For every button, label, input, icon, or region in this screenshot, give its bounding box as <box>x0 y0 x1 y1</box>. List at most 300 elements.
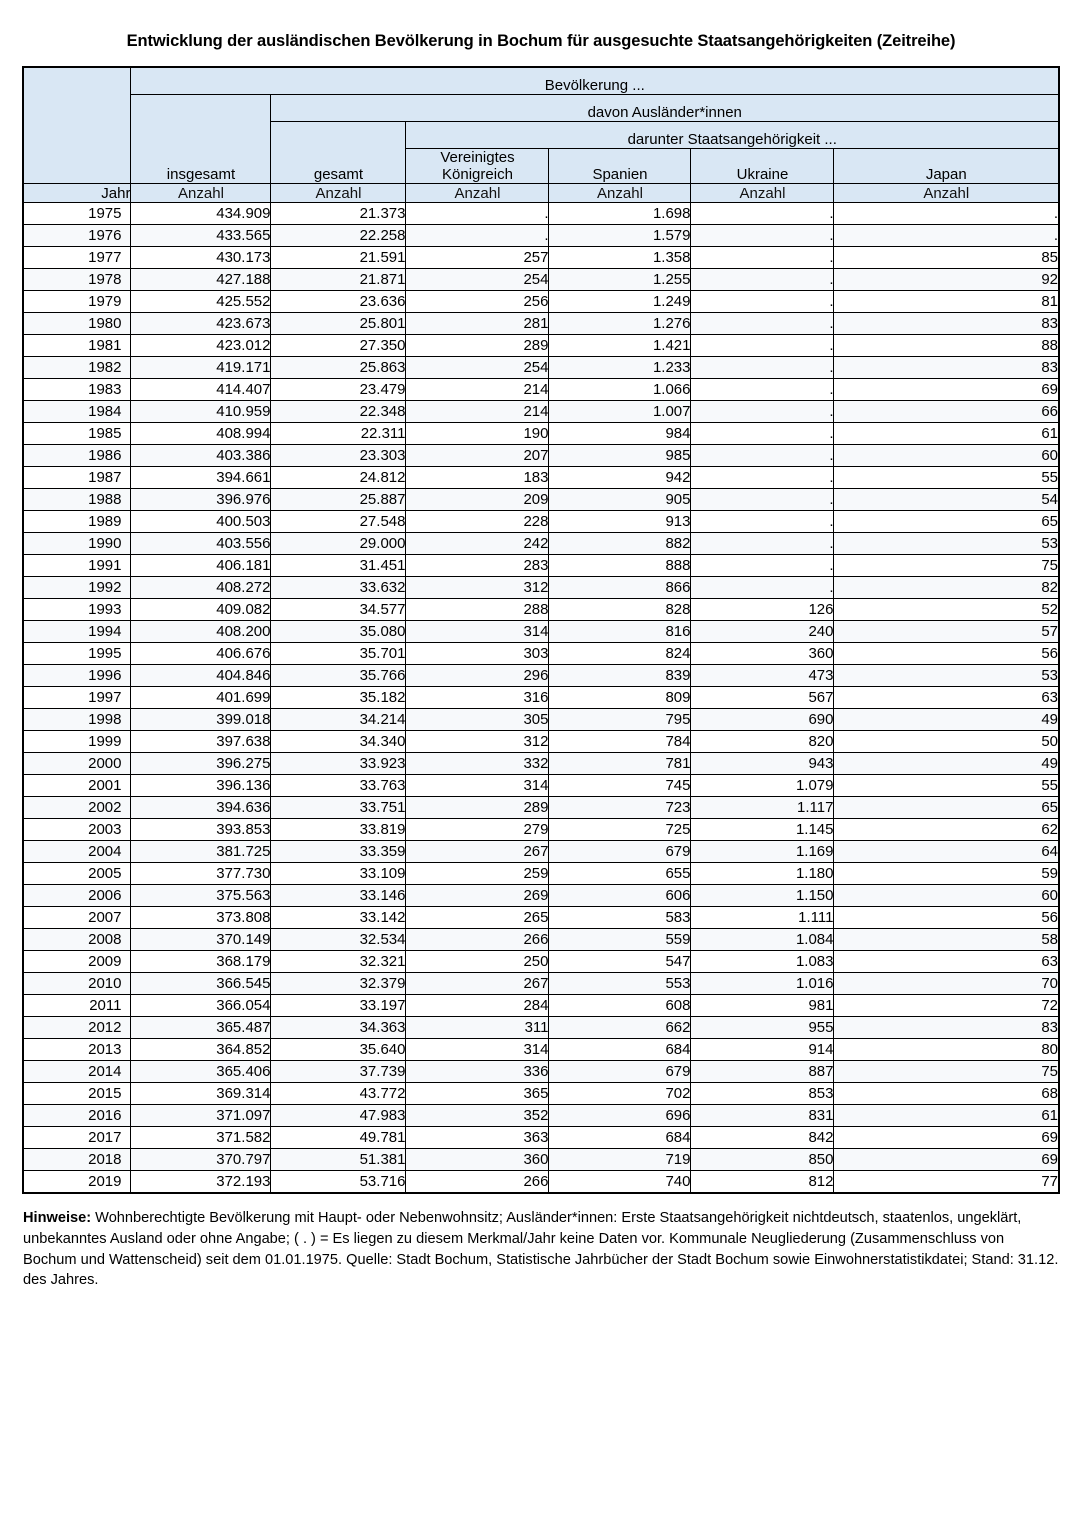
cell-japan: 54 <box>834 489 1059 511</box>
cell-ukraine: 1.145 <box>691 819 834 841</box>
cell-auslaender: 34.214 <box>271 709 406 731</box>
cell-uk: 214 <box>406 401 549 423</box>
header-row-band-foreigners <box>23 94 1059 121</box>
cell-year: 2015 <box>23 1083 131 1105</box>
cell-japan: . <box>834 203 1059 225</box>
cell-japan: 59 <box>834 863 1059 885</box>
cell-ukraine: . <box>691 511 834 533</box>
cell-uk: 269 <box>406 885 549 907</box>
header-row-units <box>23 184 1059 203</box>
cell-insgesamt: 396.136 <box>131 775 271 797</box>
cell-auslaender: 32.379 <box>271 973 406 995</box>
table-row <box>23 841 1059 863</box>
cell-insgesamt: 373.808 <box>131 907 271 929</box>
cell-spanien: 866 <box>549 577 691 599</box>
cell-auslaender: 32.534 <box>271 929 406 951</box>
cell-uk: 214 <box>406 379 549 401</box>
band-davon-auslaender: davon Ausländer*innen <box>271 94 1059 121</box>
cell-ukraine: 955 <box>691 1017 834 1039</box>
table-row <box>23 357 1059 379</box>
col-header-jahr: Jahr <box>23 184 131 203</box>
cell-japan: 92 <box>834 269 1059 291</box>
cell-insgesamt: 371.582 <box>131 1127 271 1149</box>
cell-year: 1997 <box>23 687 131 709</box>
table-row <box>23 203 1059 225</box>
cell-year: 1995 <box>23 643 131 665</box>
cell-spanien: 696 <box>549 1105 691 1127</box>
col-header-gesamt: gesamt <box>313 166 364 184</box>
cell-ukraine: 1.079 <box>691 775 834 797</box>
cell-auslaender: 34.340 <box>271 731 406 753</box>
cell-ukraine: 887 <box>691 1061 834 1083</box>
cell-japan: 56 <box>834 643 1059 665</box>
cell-ukraine: . <box>691 291 834 313</box>
cell-japan: 53 <box>834 665 1059 687</box>
cell-auslaender: 22.258 <box>271 225 406 247</box>
cell-uk: 266 <box>406 929 549 951</box>
cell-uk: 254 <box>406 269 549 291</box>
cell-spanien: 1.421 <box>549 335 691 357</box>
cell-auslaender: 27.548 <box>271 511 406 533</box>
cell-insgesamt: 408.272 <box>131 577 271 599</box>
cell-auslaender: 21.591 <box>271 247 406 269</box>
cell-japan: 60 <box>834 445 1059 467</box>
cell-japan: . <box>834 225 1059 247</box>
table-row <box>23 511 1059 533</box>
table-row <box>23 401 1059 423</box>
cell-year: 1985 <box>23 423 131 445</box>
cell-ukraine: 981 <box>691 995 834 1017</box>
cell-insgesamt: 423.012 <box>131 335 271 357</box>
table-row <box>23 291 1059 313</box>
cell-insgesamt: 381.725 <box>131 841 271 863</box>
cell-uk: 250 <box>406 951 549 973</box>
cell-insgesamt: 419.171 <box>131 357 271 379</box>
cell-spanien: 824 <box>549 643 691 665</box>
cell-japan: 61 <box>834 423 1059 445</box>
cell-year: 2017 <box>23 1127 131 1149</box>
cell-insgesamt: 427.188 <box>131 269 271 291</box>
cell-spanien: 781 <box>549 753 691 775</box>
cell-ukraine: 812 <box>691 1171 834 1194</box>
header-row-band-population <box>23 67 1059 95</box>
cell-auslaender: 33.197 <box>271 995 406 1017</box>
cell-ukraine: 1.016 <box>691 973 834 995</box>
cell-ukraine: 126 <box>691 599 834 621</box>
cell-year: 1981 <box>23 335 131 357</box>
cell-japan: 49 <box>834 753 1059 775</box>
cell-auslaender: 33.632 <box>271 577 406 599</box>
cell-year: 1977 <box>23 247 131 269</box>
col-header-insgesamt: insgesamt <box>166 166 236 184</box>
cell-japan: 60 <box>834 885 1059 907</box>
cell-auslaender: 21.871 <box>271 269 406 291</box>
cell-insgesamt: 399.018 <box>131 709 271 731</box>
cell-japan: 69 <box>834 1127 1059 1149</box>
cell-uk: 363 <box>406 1127 549 1149</box>
unit-gesamt: Anzahl <box>271 184 406 203</box>
cell-auslaender: 43.772 <box>271 1083 406 1105</box>
cell-year: 2008 <box>23 929 131 951</box>
cell-auslaender: 34.577 <box>271 599 406 621</box>
cell-japan: 58 <box>834 929 1059 951</box>
cell-year: 2002 <box>23 797 131 819</box>
table-row <box>23 1149 1059 1171</box>
notes-label: Hinweise: <box>23 1210 92 1227</box>
unit-uk: Anzahl <box>406 184 549 203</box>
cell-spanien: 1.698 <box>549 203 691 225</box>
cell-uk: 259 <box>406 863 549 885</box>
cell-auslaender: 35.640 <box>271 1039 406 1061</box>
cell-uk: 265 <box>406 907 549 929</box>
col-header-vereinigtes-koenigreich <box>406 148 549 184</box>
cell-spanien: 723 <box>549 797 691 819</box>
table-row <box>23 665 1059 687</box>
cell-spanien: 985 <box>549 445 691 467</box>
cell-insgesamt: 368.179 <box>131 951 271 973</box>
cell-insgesamt: 369.314 <box>131 1083 271 1105</box>
cell-japan: 61 <box>834 1105 1059 1127</box>
cell-insgesamt: 408.994 <box>131 423 271 445</box>
stub-corner-cell <box>23 67 131 184</box>
cell-insgesamt: 401.699 <box>131 687 271 709</box>
cell-ukraine: . <box>691 445 834 467</box>
cell-uk: . <box>406 203 549 225</box>
cell-ukraine: 914 <box>691 1039 834 1061</box>
cell-insgesamt: 394.636 <box>131 797 271 819</box>
cell-ukraine: 360 <box>691 643 834 665</box>
cell-uk: 279 <box>406 819 549 841</box>
cell-ukraine: 850 <box>691 1149 834 1171</box>
unit-japan: Anzahl <box>834 184 1059 203</box>
cell-spanien: 745 <box>549 775 691 797</box>
table-row <box>23 731 1059 753</box>
cell-ukraine: 1.169 <box>691 841 834 863</box>
cell-year: 1975 <box>23 203 131 225</box>
cell-uk: 312 <box>406 731 549 753</box>
cell-insgesamt: 409.082 <box>131 599 271 621</box>
table-row <box>23 951 1059 973</box>
cell-insgesamt: 430.173 <box>131 247 271 269</box>
cell-uk: 352 <box>406 1105 549 1127</box>
cell-spanien: 1.579 <box>549 225 691 247</box>
cell-ukraine: 1.083 <box>691 951 834 973</box>
band-bevoelkerung: Bevölkerung ... <box>131 67 1059 95</box>
cell-uk: 242 <box>406 533 549 555</box>
cell-japan: 63 <box>834 687 1059 709</box>
cell-uk: 267 <box>406 841 549 863</box>
cell-ukraine: . <box>691 555 834 577</box>
cell-spanien: 719 <box>549 1149 691 1171</box>
cell-auslaender: 37.739 <box>271 1061 406 1083</box>
table-row <box>23 1171 1059 1194</box>
cell-japan: 85 <box>834 247 1059 269</box>
col-header-japan: Japan <box>834 148 1059 184</box>
cell-year: 1999 <box>23 731 131 753</box>
table-row <box>23 313 1059 335</box>
cell-year: 1978 <box>23 269 131 291</box>
cell-uk: 312 <box>406 577 549 599</box>
cell-japan: 68 <box>834 1083 1059 1105</box>
cell-uk: 365 <box>406 1083 549 1105</box>
table-row <box>23 335 1059 357</box>
table-row <box>23 929 1059 951</box>
cell-auslaender: 35.766 <box>271 665 406 687</box>
cell-ukraine: . <box>691 313 834 335</box>
cell-year: 1986 <box>23 445 131 467</box>
cell-ukraine: 1.180 <box>691 863 834 885</box>
cell-ukraine: 690 <box>691 709 834 731</box>
cell-ukraine: . <box>691 269 834 291</box>
cell-uk: 332 <box>406 753 549 775</box>
cell-japan: 69 <box>834 379 1059 401</box>
table-row <box>23 379 1059 401</box>
table-row <box>23 1083 1059 1105</box>
cell-year: 2005 <box>23 863 131 885</box>
table-row <box>23 819 1059 841</box>
cell-spanien: 1.276 <box>549 313 691 335</box>
cell-year: 1996 <box>23 665 131 687</box>
cell-insgesamt: 425.552 <box>131 291 271 313</box>
cell-japan: 69 <box>834 1149 1059 1171</box>
cell-auslaender: 31.451 <box>271 555 406 577</box>
cell-spanien: 679 <box>549 1061 691 1083</box>
cell-ukraine: 473 <box>691 665 834 687</box>
cell-insgesamt: 404.846 <box>131 665 271 687</box>
cell-insgesamt: 403.386 <box>131 445 271 467</box>
col-header-gesamt-wrap <box>271 121 406 184</box>
cell-japan: 81 <box>834 291 1059 313</box>
cell-ukraine: 943 <box>691 753 834 775</box>
cell-year: 2007 <box>23 907 131 929</box>
cell-ukraine: . <box>691 489 834 511</box>
cell-spanien: 1.249 <box>549 291 691 313</box>
cell-auslaender: 33.751 <box>271 797 406 819</box>
cell-insgesamt: 408.200 <box>131 621 271 643</box>
cell-year: 2010 <box>23 973 131 995</box>
cell-ukraine: 1.117 <box>691 797 834 819</box>
cell-spanien: 655 <box>549 863 691 885</box>
cell-spanien: 809 <box>549 687 691 709</box>
cell-japan: 70 <box>834 973 1059 995</box>
col-header-uk-line2: Königreich <box>442 166 513 184</box>
cell-uk: 303 <box>406 643 549 665</box>
cell-insgesamt: 372.193 <box>131 1171 271 1194</box>
cell-spanien: 608 <box>549 995 691 1017</box>
cell-uk: 305 <box>406 709 549 731</box>
cell-insgesamt: 371.097 <box>131 1105 271 1127</box>
cell-spanien: 942 <box>549 467 691 489</box>
cell-spanien: 795 <box>549 709 691 731</box>
cell-auslaender: 47.983 <box>271 1105 406 1127</box>
cell-spanien: 1.066 <box>549 379 691 401</box>
cell-insgesamt: 370.149 <box>131 929 271 951</box>
table-row <box>23 775 1059 797</box>
cell-auslaender: 27.350 <box>271 335 406 357</box>
table-row <box>23 907 1059 929</box>
cell-insgesamt: 423.673 <box>131 313 271 335</box>
cell-auslaender: 33.109 <box>271 863 406 885</box>
table-row <box>23 533 1059 555</box>
cell-japan: 62 <box>834 819 1059 841</box>
col-header-ukraine: Ukraine <box>691 148 834 184</box>
cell-spanien: 1.233 <box>549 357 691 379</box>
table-row <box>23 643 1059 665</box>
cell-year: 1990 <box>23 533 131 555</box>
cell-insgesamt: 375.563 <box>131 885 271 907</box>
cell-uk: 254 <box>406 357 549 379</box>
unit-spanien: Anzahl <box>549 184 691 203</box>
cell-ukraine: 831 <box>691 1105 834 1127</box>
cell-insgesamt: 365.406 <box>131 1061 271 1083</box>
col-header-insgesamt-wrap <box>131 94 271 184</box>
cell-insgesamt: 400.503 <box>131 511 271 533</box>
cell-year: 2001 <box>23 775 131 797</box>
notes-text: Wohnberechtigte Bevölkerung mit Haupt- oder Nebenwohnsitz; Ausländer*innen: Erste Staatsangehörigkeit nichtdeutsch, staatenlos, ungeklärt, unbekanntes Ausland oder ohne Angabe; ( . ) = Es liegen zu diesem Merkmal/Jahr keine Daten vor. Kommunale Neugliederung (Zusammenschluss von Bochum und Wattenscheid) seit dem 01.01.1975. Quelle: Stadt Bochum, Statistische Jahrbücher der Stadt Bochum sowie Einwohnerstatistikdatei; Stand: 31.12. des Jahres. <box>23 1210 1059 1289</box>
cell-japan: 55 <box>834 467 1059 489</box>
cell-japan: 50 <box>834 731 1059 753</box>
cell-auslaender: 33.146 <box>271 885 406 907</box>
cell-spanien: 905 <box>549 489 691 511</box>
table-row <box>23 445 1059 467</box>
cell-japan: 77 <box>834 1171 1059 1194</box>
cell-uk: 289 <box>406 797 549 819</box>
cell-auslaender: 23.636 <box>271 291 406 313</box>
cell-spanien: 913 <box>549 511 691 533</box>
cell-year: 2011 <box>23 995 131 1017</box>
cell-ukraine: 820 <box>691 731 834 753</box>
table-row <box>23 973 1059 995</box>
table-row <box>23 1105 1059 1127</box>
cell-japan: 82 <box>834 577 1059 599</box>
table-row <box>23 1061 1059 1083</box>
cell-year: 1987 <box>23 467 131 489</box>
cell-uk: 284 <box>406 995 549 1017</box>
cell-ukraine: . <box>691 247 834 269</box>
cell-uk: 289 <box>406 335 549 357</box>
cell-japan: 83 <box>834 313 1059 335</box>
cell-insgesamt: 396.275 <box>131 753 271 775</box>
cell-japan: 80 <box>834 1039 1059 1061</box>
cell-auslaender: 33.819 <box>271 819 406 841</box>
unit-ukraine: Anzahl <box>691 184 834 203</box>
table-body <box>23 203 1059 1194</box>
col-header-spanien: Spanien <box>549 148 691 184</box>
cell-spanien: 1.255 <box>549 269 691 291</box>
cell-insgesamt: 434.909 <box>131 203 271 225</box>
cell-auslaender: 24.812 <box>271 467 406 489</box>
cell-insgesamt: 366.545 <box>131 973 271 995</box>
cell-spanien: 662 <box>549 1017 691 1039</box>
cell-insgesamt: 406.181 <box>131 555 271 577</box>
cell-uk: 183 <box>406 467 549 489</box>
cell-uk: 283 <box>406 555 549 577</box>
cell-year: 2013 <box>23 1039 131 1061</box>
cell-ukraine: . <box>691 203 834 225</box>
cell-uk: 256 <box>406 291 549 313</box>
cell-ukraine: . <box>691 533 834 555</box>
cell-year: 1998 <box>23 709 131 731</box>
cell-spanien: 547 <box>549 951 691 973</box>
table-row <box>23 709 1059 731</box>
cell-year: 1988 <box>23 489 131 511</box>
cell-insgesamt: 377.730 <box>131 863 271 885</box>
cell-auslaender: 34.363 <box>271 1017 406 1039</box>
cell-ukraine: . <box>691 335 834 357</box>
cell-insgesamt: 396.976 <box>131 489 271 511</box>
cell-ukraine: 1.111 <box>691 907 834 929</box>
cell-japan: 75 <box>834 1061 1059 1083</box>
cell-spanien: 828 <box>549 599 691 621</box>
cell-spanien: 740 <box>549 1171 691 1194</box>
cell-year: 1979 <box>23 291 131 313</box>
cell-spanien: 784 <box>549 731 691 753</box>
cell-ukraine: 842 <box>691 1127 834 1149</box>
cell-japan: 63 <box>834 951 1059 973</box>
cell-spanien: 725 <box>549 819 691 841</box>
cell-japan: 52 <box>834 599 1059 621</box>
cell-year: 1976 <box>23 225 131 247</box>
cell-insgesamt: 393.853 <box>131 819 271 841</box>
cell-uk: 266 <box>406 1171 549 1194</box>
table-row <box>23 1039 1059 1061</box>
table-row <box>23 863 1059 885</box>
cell-auslaender: 53.716 <box>271 1171 406 1194</box>
cell-ukraine: . <box>691 225 834 247</box>
cell-spanien: 1.358 <box>549 247 691 269</box>
cell-uk: 281 <box>406 313 549 335</box>
cell-uk: 288 <box>406 599 549 621</box>
cell-ukraine: . <box>691 577 834 599</box>
cell-uk: 190 <box>406 423 549 445</box>
cell-ukraine: 1.150 <box>691 885 834 907</box>
cell-uk: 316 <box>406 687 549 709</box>
table-row <box>23 995 1059 1017</box>
cell-spanien: 888 <box>549 555 691 577</box>
cell-spanien: 679 <box>549 841 691 863</box>
cell-insgesamt: 433.565 <box>131 225 271 247</box>
cell-insgesamt: 410.959 <box>131 401 271 423</box>
cell-japan: 65 <box>834 511 1059 533</box>
cell-japan: 83 <box>834 357 1059 379</box>
cell-year: 2012 <box>23 1017 131 1039</box>
cell-japan: 75 <box>834 555 1059 577</box>
cell-uk: 314 <box>406 1039 549 1061</box>
cell-year: 1991 <box>23 555 131 577</box>
cell-japan: 88 <box>834 335 1059 357</box>
cell-auslaender: 32.321 <box>271 951 406 973</box>
cell-spanien: 559 <box>549 929 691 951</box>
cell-year: 1994 <box>23 621 131 643</box>
cell-auslaender: 22.348 <box>271 401 406 423</box>
table-row <box>23 489 1059 511</box>
cell-spanien: 882 <box>549 533 691 555</box>
cell-uk: 209 <box>406 489 549 511</box>
cell-spanien: 839 <box>549 665 691 687</box>
cell-japan: 72 <box>834 995 1059 1017</box>
cell-uk: 311 <box>406 1017 549 1039</box>
cell-year: 1980 <box>23 313 131 335</box>
cell-ukraine: 567 <box>691 687 834 709</box>
cell-auslaender: 33.359 <box>271 841 406 863</box>
cell-auslaender: 35.701 <box>271 643 406 665</box>
cell-spanien: 984 <box>549 423 691 445</box>
cell-year: 2009 <box>23 951 131 973</box>
cell-japan: 66 <box>834 401 1059 423</box>
cell-auslaender: 49.781 <box>271 1127 406 1149</box>
cell-insgesamt: 403.556 <box>131 533 271 555</box>
cell-auslaender: 25.887 <box>271 489 406 511</box>
